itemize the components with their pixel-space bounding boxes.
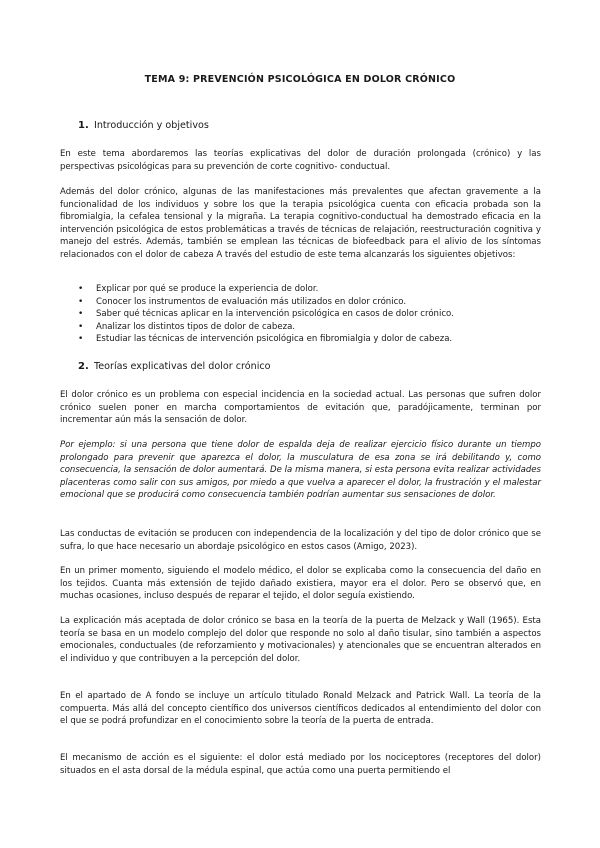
section-title: Teorías explicativas del dolor crónico [94, 361, 271, 372]
section-heading-introduction [78, 120, 209, 131]
section-title: Introducción y objetivos [94, 120, 209, 131]
paragraph: El dolor crónico es un problema con especial incidencia en la sociedad actual. Las personas que sufren dolor crónico suelen poner en marcha comportamientos de evitación que, paradójicamente, terminan por incrementar aún más la sensación de dolor. [60, 390, 541, 425]
example-paragraph: Por ejemplo: si una persona que tiene dolor de espalda deja de realizar ejercicio físico durante un tiempo prolongado para prevenir que aparezca el dolor, la musculatura de esa zona se irá debilitando y, como consecuencia, la sensación de dolor aumentará. De la misma manera, si esta persona evita realizar actividades placenteras como salir con sus amigos, por miedo a que vuelva a aparecer el dolor, la frustración y el malestar emocional que se producirá como consecuencia también podrían aumentar sus sensaciones de dolor. [60, 440, 541, 500]
document-title: TEMA 9: PREVENCIÓN PSICOLÓGICA EN DOLOR CRÓNICO [144, 74, 456, 85]
paragraph: En un primer momento, siguiendo el modelo médico, el dolor se explicaba como la consecuencia del daño en los tejidos. Cuanta más extensión de tejido dañado existiera, mayor era el dolor. Pero se observó que, en muchas ocasiones, incluso después de reparar el tejido, el dolor seguía existiendo. [60, 566, 541, 601]
section-heading-theories [78, 361, 271, 372]
paragraph: En el apartado de A fondo se incluye un artículo titulado Ronald Melzack and Patrick Wall. La teoría de la compuerta. Más allá del concepto científico dos universos científicos dedicados al entendimiento del dolor con el que se podrá profundizar en el conocimiento sobre la teoría de la puerta de entrada. [60, 691, 541, 726]
paragraph: La explicación más aceptada de dolor crónico se basa en la teoría de la puerta de Melzack y Wall (1965). Esta teoría se basa en un modelo complejo del dolor que responde no solo al daño tisular, sino también a aspectos emocionales, conductuales (de reforzamiento y motivacionales) y atencionales que se encuentran alterados en el individuo y que contribuyen a la percepción del dolor. [60, 616, 541, 664]
list-item: • Explicar por qué se produce la experiencia de dolor. [60, 283, 541, 296]
paragraph: Además del dolor crónico, algunas de las manifestaciones más prevalentes que afectan gravemente a la funcionalidad de los individuos y sobre los que la terapia psicológica cuenta con eficacia probada son la fibromialgia, la cefalea tensional y la migraña. La terapia cognitivo-conductual ha demostrado eficacia en la intervención psicológica de estos problemáticas a través de técnicas de relajación, reestructuración cognitiva y manejo del estrés. Además, también se emplean las técnicas de biofeedback para el alivio de los síntomas relacionados con el dolor de cabeza A través del estudio de este tema alcanzarás los siguientes objetivos: [60, 187, 541, 260]
section-number: 2. [78, 361, 89, 372]
paragraph: El mecanismo de acción es el siguiente: el dolor está mediado por los nociceptores (receptores del dolor) situados en el asta dorsal de la médula espinal, que actúa como una puerta permitiendo el [60, 753, 541, 776]
list-item: • Saber qué técnicas aplicar en la intervención psicológica en casos de dolor crónico. [60, 308, 541, 321]
section-number: 1. [78, 120, 89, 131]
list-item: • Conocer los instrumentos de evaluación más utilizados en dolor crónico. [60, 296, 541, 309]
list-item: • Estudiar las técnicas de intervención psicológica en fibromialgia y dolor de cabeza. [60, 333, 541, 346]
objectives-list [60, 283, 541, 346]
list-item: • Analizar los distintos tipos de dolor de cabeza. [60, 321, 541, 334]
paragraph: Las conductas de evitación se producen con independencia de la localización y del tipo de dolor crónico que se sufra, lo que hace necesario un abordaje psicológico en estos casos (Amigo, 2023). [60, 529, 541, 552]
paragraph: En este tema abordaremos las teorías explicativas del dolor de duración prolongada (crónico) y las perspectivas psicológicas para su prevención de corte cognitivo- conductual. [60, 149, 541, 172]
